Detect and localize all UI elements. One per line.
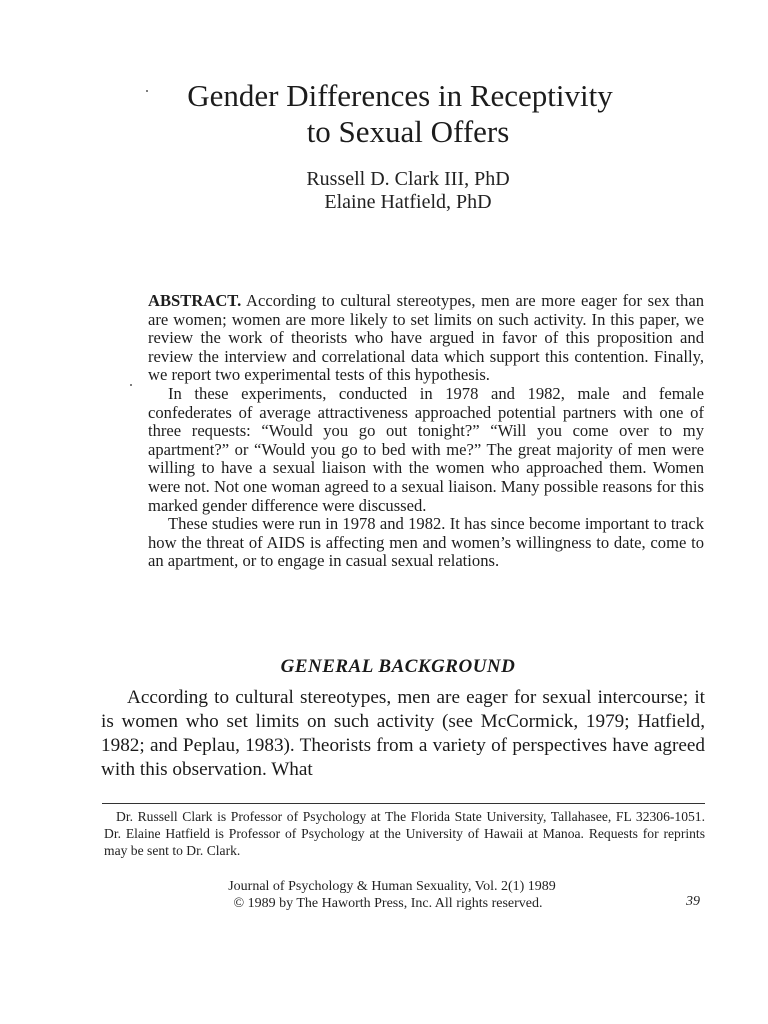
scan-speck [146, 90, 148, 92]
scan-speck [130, 384, 132, 386]
body-paragraph: According to cultural stereotypes, men are eager for sexual intercourse; it is women who set limits on such activity (see McCormick, 1979; Hatfield, 1982; and Peplau, 1983). Theorists from a variety of perspectives have agreed with this observation. What [101, 687, 705, 780]
page-number: 39 [686, 894, 700, 909]
paper-title-line-1: Gender Differences in Receptivity [187, 78, 613, 113]
author-footnote: Dr. Russell Clark is Professor of Psychology at The Florida State University, Tallahasee, FL 32306-1051. Dr. Elaine Hatfield is Professor of Psychology at the University of Hawaii at Manoa. Requests for reprints may be sent to Dr. Clark. [104, 809, 705, 858]
paper-title-line-2: to Sexual Offers [306, 114, 510, 149]
abstract-paragraph-1 [148, 292, 704, 385]
copyright-notice: © 1989 by The Haworth Press, Inc. All rights reserved. [233, 896, 543, 911]
abstract-paragraph-1-text: According to cultural stereotypes, men are more eager for sex than are women; women are more likely to set limits on such activity. In this paper, we review the work of theorists who have argued in favor of this proposition and review the interview and correlational data which support this contention. Finally, we report two experimental tests of this hypothesis. [148, 291, 704, 385]
abstract [148, 292, 704, 571]
section-heading: GENERAL BACKGROUND [280, 656, 516, 677]
abstract-paragraph-2: In these experiments, conducted in 1978 and 1982, male and female confederates of average attractiveness approached potential partners with one of three requests: “Would you go out tonight?” “Will you come over to my apartment?” or “Would you go to bed with me?” The great majority of men were willing to have a sexual liaison with the women who approached them. Women were not. Not one woman agreed to a sexual liaison. Many possible reasons for this marked gender difference were discussed. [148, 383, 704, 515]
author-hatfield: Elaine Hatfield, PhD [324, 191, 492, 213]
abstract-label: ABSTRACT. [148, 291, 242, 310]
footnote-divider [102, 803, 705, 804]
journal-citation: Journal of Psychology & Human Sexuality, Vol. 2(1) 1989 [228, 879, 556, 894]
abstract-paragraph-3: These studies were run in 1978 and 1982. It has since become important to track how the threat of AIDS is affecting men and women’s willingness to date, come to an apartment, or to engage in casual sexual relations. [148, 514, 704, 571]
author-clark: Russell D. Clark III, PhD [306, 168, 510, 190]
